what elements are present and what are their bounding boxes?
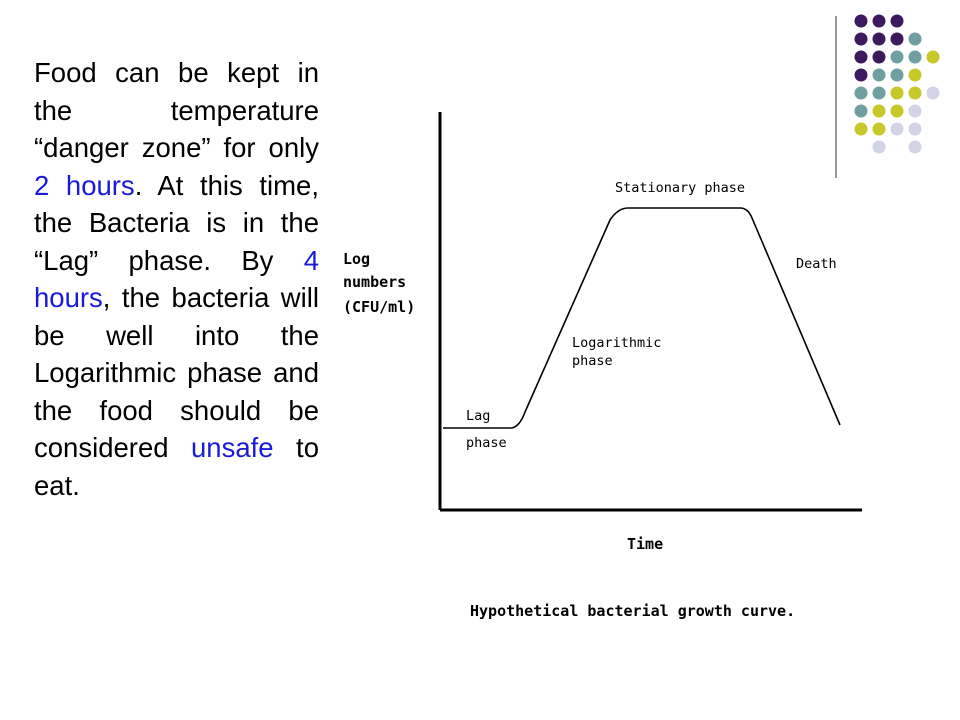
label-death-phase: Death [796, 256, 837, 272]
highlight-4-hours: 4 hours [34, 244, 319, 313]
text-segment: . At this time, the Bacteria is in the “Lag” phase. By [34, 169, 319, 276]
label-lag-phase-line1: Lag [466, 408, 491, 424]
label-stationary-phase: Stationary phase [615, 180, 746, 196]
y-axis-label-line3: (CFU/ml) [343, 298, 416, 316]
text-segment: , the bacteria will be well into the Logarithmic phase and the food should be considered [34, 282, 319, 463]
diagram-caption: Hypothetical bacterial growth curve. [470, 602, 796, 620]
y-axis-label-line1: Log [343, 250, 371, 268]
label-lag-phase-line2: phase [466, 435, 507, 451]
growth-curve [443, 208, 840, 428]
y-axis-label-line2: numbers [343, 273, 407, 291]
label-log-phase-line1: Logarithmic [572, 335, 662, 351]
highlight-2-hours: 2 hours [34, 169, 135, 201]
x-axis-label: Time [627, 535, 664, 553]
highlight-unsafe: unsafe [191, 432, 274, 463]
text-segment: to eat. [34, 432, 319, 501]
label-log-phase-line2: phase [572, 353, 613, 369]
text-segment: Food can be kept in the temperature “danger zone” for only [34, 57, 319, 163]
